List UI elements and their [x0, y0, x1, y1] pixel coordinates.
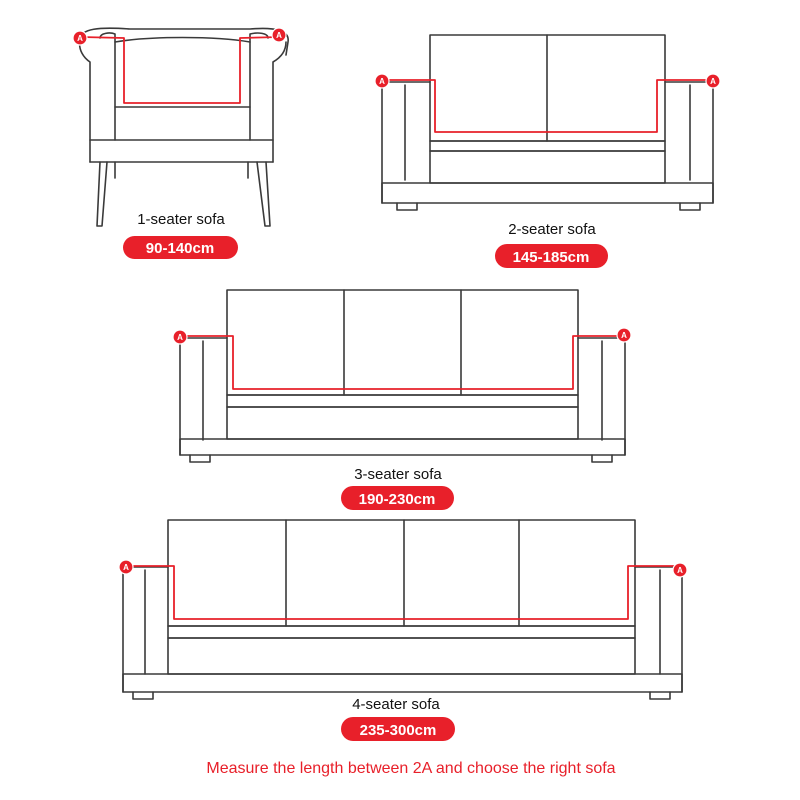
- sofa-3-range: 190-230cm: [358, 491, 436, 508]
- sofa-2-marker-right: [706, 74, 720, 88]
- sofa-3-outline: [180, 290, 625, 462]
- sofa-1-name: 1-seater sofa: [137, 211, 225, 228]
- sofa-1-marker-left: [73, 31, 87, 45]
- sofa-2-name: 2-seater sofa: [508, 221, 596, 238]
- sofa-4-measure-line: [124, 566, 681, 619]
- sofa-3-name: 3-seater sofa: [354, 466, 442, 483]
- sofa-4-outline: [123, 520, 682, 699]
- sofa-3-measure-line: [181, 336, 624, 389]
- sofa-4-seater: [119, 520, 687, 741]
- sofa-1-range: 90-140cm: [145, 240, 215, 257]
- measurement-instruction: Measure the length between 2A and choose the right sofa: [206, 760, 616, 777]
- sofa-4-marker-left: [119, 560, 133, 574]
- sofa-4-marker-right: [673, 563, 687, 577]
- svg-text:A: A: [379, 77, 385, 86]
- svg-text:A: A: [123, 563, 129, 572]
- sofa-2-seater: [375, 35, 720, 268]
- sofa-3-seater: [173, 290, 631, 510]
- sofa-1-marker-right: [272, 28, 286, 42]
- svg-text:A: A: [621, 331, 627, 340]
- sofa-1-outline: [80, 28, 289, 226]
- sofa-1-seater: [73, 28, 288, 259]
- sofa-3-marker-left: [173, 330, 187, 344]
- sofa-4-range: 235-300cm: [359, 722, 437, 739]
- sofa-3-marker-right: [617, 328, 631, 342]
- svg-text:A: A: [77, 34, 83, 43]
- sofa-4-name: 4-seater sofa: [352, 696, 440, 713]
- svg-text:A: A: [710, 77, 716, 86]
- svg-text:A: A: [677, 566, 683, 575]
- svg-text:A: A: [177, 333, 183, 342]
- svg-text:A: A: [276, 31, 282, 40]
- sofa-2-range: 145-185cm: [512, 249, 590, 266]
- sofa-2-outline: [382, 35, 713, 210]
- sofa-2-marker-left: [375, 74, 389, 88]
